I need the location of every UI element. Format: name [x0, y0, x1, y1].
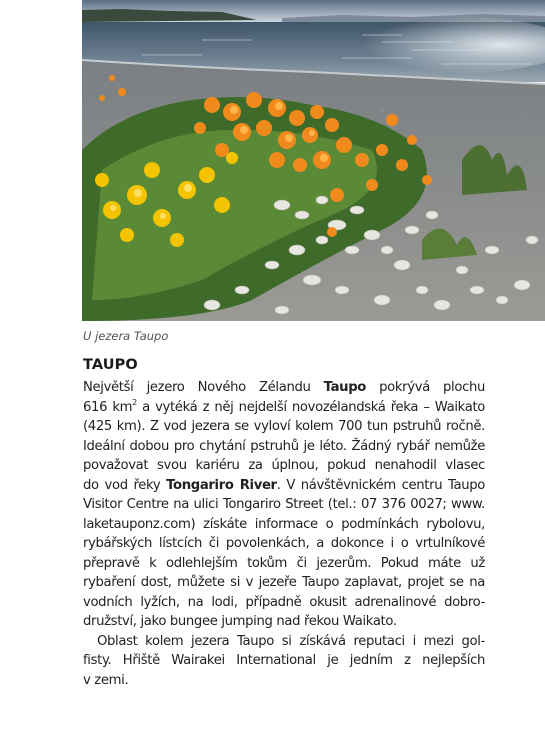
- text-line: do vod řeky Tongariro River. V návštěvnickém centru Taupo: [83, 477, 485, 493]
- text-line: Visitor Centre na ulici Tongariro Street (tel.: 07 376 0027; www.: [83, 497, 485, 512]
- bold-term: Tongariro River: [166, 477, 277, 493]
- text-line: družství, jako bungee jumping nad řekou Waikato.: [83, 614, 397, 629]
- lake-taupo-photo: [82, 0, 545, 321]
- text-line: fisty. Hřiště Wairakei International je jedním z nejlepších: [83, 653, 485, 668]
- text-line: rybářských lístcích či povolenkách, a dokonce i o vrtulníkové: [83, 536, 485, 551]
- text-line: považovat svou kariéru za úplnou, pokud nenahodil vlasec: [83, 458, 485, 473]
- photo-caption: U jezera Taupo: [83, 329, 169, 343]
- text-line: vodních lyžích, na lodi, případně okusit adrenalinové dobro-: [83, 594, 485, 610]
- text-line: Největší jezero Nového Zélandu Taupo pokrývá plochu: [83, 380, 485, 395]
- text-line: Oblast kolem jezera Taupo si získává reputaci i mezi gol-: [97, 633, 485, 649]
- text-line: 616 $km^2$ a vytéká z něj nejdelší novozélandská řeka – Waikato: [83, 397, 486, 415]
- bold-term: Taupo: [323, 380, 366, 395]
- text-line: (425 km). Z vod jezera se vyloví kolem 700 tun pstruhů ročně.: [83, 419, 485, 434]
- text-line: laketauponz.com) získáte informace o podmínkách rybolovu,: [83, 516, 485, 532]
- text-line: přepravě k odlehlejším tokům či jezerům. Pokud máte už: [83, 555, 485, 571]
- text-line: v zemi.: [83, 672, 129, 688]
- text-line: rybaření dost, můžete si v jezeře Taupo zaplavat, projet se na: [83, 575, 485, 590]
- article-body: [83, 378, 485, 690]
- text-line: Ideální dobou pro chytání pstruhů je léto. Žádný rybář nemůže: [83, 438, 485, 454]
- section-title: TAUPO: [83, 357, 138, 373]
